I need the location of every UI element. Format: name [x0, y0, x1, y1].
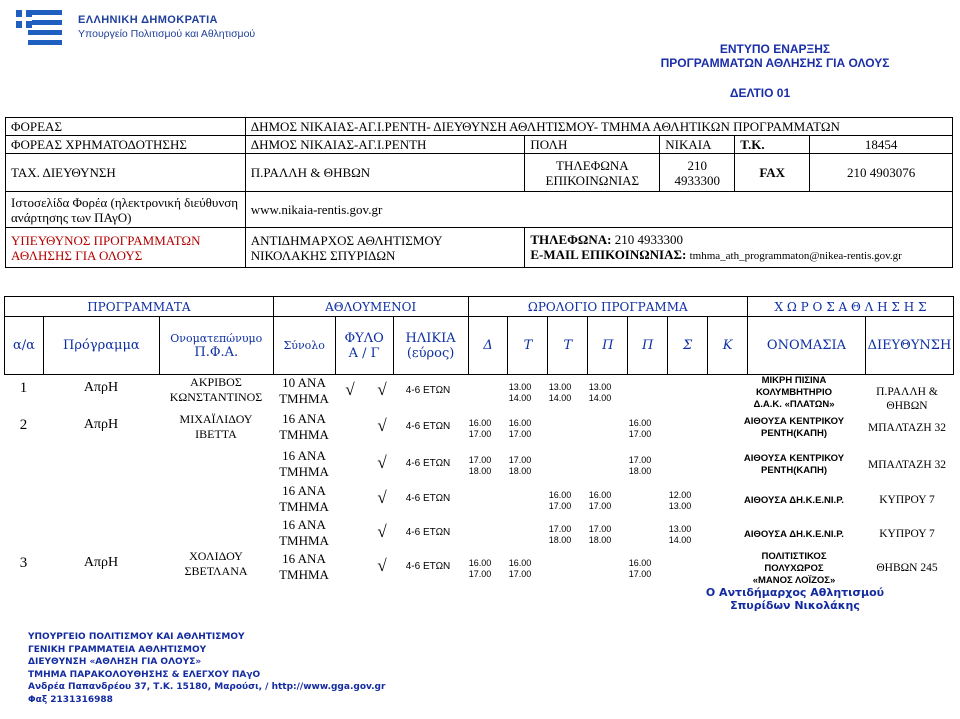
- teacher-3-name-line-1: ΧΟΛΙΔΟΥ: [189, 549, 243, 563]
- organization-info-table: [5, 117, 953, 268]
- row-3-day-2-time: [500, 455, 540, 477]
- row-6-female-check-icon: √: [377, 556, 387, 575]
- signature-note: [680, 586, 910, 612]
- row-5-day-4-start: 17.00: [588, 524, 612, 534]
- row-5-day-3-end: 18.00: [548, 535, 572, 545]
- fax-value: 210 4903076: [810, 154, 953, 192]
- row-4-day-4-end: 17.00: [588, 501, 612, 511]
- footer-address: [28, 631, 385, 706]
- row-5-venue-line-1: ΑΙΘΟΥΣΑ ΔΗ.Κ.Ε.ΝΙ.Ρ.: [744, 529, 844, 540]
- responsible-email-value[interactable]: tmhma_ath_programmaton@nikea-rentis.gov.gr: [689, 249, 902, 262]
- row-1-female-check-icon: √: [377, 380, 387, 399]
- row-5-day-3-start: 17.00: [548, 524, 572, 534]
- signature-line-2: Σπυρίδων Νικολάκης: [730, 599, 860, 612]
- col-onomasia: ΟΝΟΜΑΣΙΑ: [748, 317, 866, 375]
- row-4-female-check-icon: √: [377, 488, 387, 507]
- row-3-age: 4-6 ΕΤΩΝ: [405, 458, 451, 469]
- teacher-2-aa: 2: [19, 417, 28, 433]
- teacher-3-program: ΑπρΗ: [83, 555, 119, 570]
- responsible-email-label: E-MAIL ΕΠΙΚΟΙΝΩΝΙΑΣ:: [530, 246, 687, 262]
- row-5-total: 16 ΑΝΑ ΤΜΗΜΑ: [279, 517, 329, 548]
- row-4-day-3-start: 16.00: [548, 490, 572, 500]
- row-6-day-2-end: 17.00: [508, 569, 532, 579]
- xrimatodotisi-label: ΦΟΡΕΑΣ ΧΡΗΜΑΤΟΔΟΤΗΣΗΣ: [6, 136, 246, 154]
- foreas-value: ΔΗΜΟΣ ΝΙΚΑΙΑΣ-ΑΓ.Ι.ΡΕΝΤΗ- ΔΙΕΥΘΥΝΣΗ ΑΘΛΗΤΙΣΜΟΥ- ΤΜΗΜΑ ΑΘΛΗΤΙΚΩΝ ΠΡΟΓΡΑΜΜΑΤΩΝ: [245, 118, 952, 136]
- row-6-day-2-start: 16.00: [508, 558, 532, 568]
- row-5-venue-name: [729, 529, 859, 541]
- row-1-day-4-time: [580, 382, 620, 404]
- foreas-label: ΦΟΡΕΑΣ: [6, 118, 246, 136]
- teacher-2-program: ΑπρΗ: [83, 417, 119, 432]
- row-5-day-4-time: [580, 524, 620, 546]
- row-6-day-5-end: 17.00: [628, 569, 652, 579]
- row-4-day-4-time: [580, 490, 620, 512]
- col-name: [159, 317, 273, 375]
- responsible-tel-label: ΤΗΛΕΦΩΝΑ:: [530, 231, 612, 247]
- row-3-day-5-start: 17.00: [628, 455, 652, 465]
- row-4-day-4-start: 16.00: [588, 490, 612, 500]
- poli-value: ΝΙΚΑΙΑ: [660, 136, 735, 154]
- poli-label: ΠΟΛΗ: [525, 136, 660, 154]
- row-3-venue-line-2: ΡΕΝΤΗ(ΚΑΠΗ): [761, 465, 827, 476]
- footer-line-1: ΥΠΟΥΡΓΕΙΟ ΠΟΛΙΤΙΣΜΟΥ ΚΑΙ ΑΘΛΗΤΙΣΜΟΥ: [28, 632, 245, 642]
- row-2-venue-name: [729, 416, 859, 440]
- row-4-day-3-time: [540, 490, 580, 512]
- row-2-venue-line-1: ΑΙΘΟΥΣΑ ΚΕΝΤΡΙΚΟΥ: [743, 416, 845, 427]
- col-age: [393, 317, 468, 375]
- col-day-tue: Τ: [508, 317, 548, 375]
- row-5-day-4-end: 18.00: [588, 535, 612, 545]
- footer-line-4: ΤΜΗΜΑ ΠΑΡΑΚΟΛΟΥΘΗΣΗΣ & ΕΛΕΓΧΟΥ ΠΑγΟ: [28, 669, 261, 680]
- row-2-day-2-start: 16.00: [508, 418, 532, 428]
- teacher-3-aa: 3: [19, 555, 28, 571]
- row-4-day-6-end: 13.00: [668, 501, 692, 511]
- row-1-day-3-end: 14.00: [548, 393, 572, 403]
- group-programmes: ΠΡΟΓΡΑΜΜΑΤΑ: [5, 297, 274, 317]
- teacher-1-aa: 1: [19, 380, 28, 396]
- row-1-age: 4-6 ΕΤΩΝ: [405, 385, 451, 396]
- row-1-day-2-start: 13.00: [508, 382, 532, 392]
- row-4-day-3-end: 17.00: [548, 501, 572, 511]
- row-3-day-2-end: 18.00: [508, 466, 532, 476]
- row-6-day-2-time: [500, 558, 540, 580]
- col-total: Σύνολο: [273, 317, 335, 375]
- row-1-day-3-time: [540, 382, 580, 404]
- row-1-male-check-icon: √: [345, 380, 355, 399]
- row-5-day-6-time: [660, 524, 700, 546]
- teacher-2-name-line-1: ΜΙΧΑΪΛΙΔΟΥ: [179, 412, 253, 426]
- row-6-total: 16 ΑΝΑ ΤΜΗΜΑ: [279, 551, 329, 582]
- row-6-venue-address: ΘΗΒΩΝ 245: [876, 562, 938, 574]
- col-age-bottom: (εύρος): [406, 345, 455, 361]
- row-5-female-check-icon: √: [377, 522, 387, 541]
- col-day-mon: Δ: [468, 317, 508, 375]
- row-3-venue-address: ΜΠΑΛΤΑΖΗ 32: [867, 459, 947, 471]
- form-title-line-2: ΠΡΟΓΡΑΜΜΑΤΩΝ ΑΘΛΗΣΗΣ ΓΙΑ ΟΛΟΥΣ: [660, 56, 890, 70]
- row-2-day-5-end: 17.00: [628, 429, 652, 439]
- logo-line-1: ΕΛΛΗΝΙΚΗ ΔΗΜΟΚΡΑΤΙΑ: [78, 14, 218, 26]
- row-2-day-2-end: 17.00: [508, 429, 532, 439]
- programme-rows: [4, 373, 954, 597]
- row-4-day-6-start: 12.00: [668, 490, 692, 500]
- tk-label: Τ.Κ.: [735, 136, 810, 154]
- group-schedule: ΩΡΟΛΟΓΙΟ ΠΡΟΓΡΑΜΜΑ: [468, 297, 747, 317]
- row-1-venue-name: [729, 375, 859, 411]
- row-4-venue-name: [729, 495, 859, 507]
- ministry-logo: [8, 0, 366, 54]
- row-6-day-1-end: 17.00: [468, 569, 492, 579]
- teacher-3-name-line-2: ΣΒΕΤΛΑΝΑ: [184, 564, 248, 578]
- col-dieythynsi: ΔΙΕΥΘΥΝΣΗ: [865, 317, 953, 375]
- teacher-2-name: [159, 412, 273, 442]
- teacher-2-name-line-2: ΙΒΕΤΤΑ: [195, 427, 237, 441]
- row-2-day-5-time: [620, 418, 660, 440]
- teacher-1-program: ΑπρΗ: [83, 380, 119, 395]
- responsible-label: ΥΠΕΥΘΥΝΟΣ ΠΡΟΓΡΑΜΜΑΤΩΝ ΑΘΛΗΣΗΣ ΓΙΑ ΟΛΟΥΣ: [6, 228, 246, 268]
- row-3-day-2-start: 17.00: [508, 455, 532, 465]
- tax-label: ΤΑΧ. ΔΙΕΥΘΥΝΣΗ: [6, 154, 246, 192]
- tel-value: 210 4933300: [660, 154, 735, 192]
- row-1-day-2-end: 14.00: [508, 393, 532, 403]
- website-value[interactable]: www.nikaia-rentis.gov.gr: [245, 192, 952, 228]
- col-fylo-bottom: Α / Γ: [348, 345, 380, 361]
- footer-line-6: Φαξ 2131316988: [28, 694, 113, 705]
- row-1-venue-line-2: ΚΟΛΥΜΒΗΤΗΡΙΟ: [755, 387, 833, 398]
- col-day-thu: Π: [588, 317, 628, 375]
- row-2-day-1-end: 17.00: [468, 429, 492, 439]
- row-6-venue-line-3: «ΜΑΝΟΣ ΛΟΪΖΟΣ»: [752, 575, 836, 586]
- row-4-venue-address: ΚΥΠΡΟΥ 7: [879, 494, 935, 506]
- col-fylo-top: ΦΥΛΟ: [344, 330, 384, 346]
- col-fylo: [335, 317, 393, 375]
- row-6-day-5-time: [620, 558, 660, 580]
- col-program: Πρόγραμμα: [43, 317, 159, 375]
- row-5-day-3-time: [540, 524, 580, 546]
- programme-table: [4, 296, 954, 375]
- footer-line-3: ΔΙΕΥΘΥΝΣΗ «ΑΘΛΗΣΗ ΓΙΑ ΟΛΟΥΣ»: [28, 657, 202, 667]
- row-5-age: 4-6 ΕΤΩΝ: [405, 527, 451, 538]
- row-5-venue-address: ΚΥΠΡΟΥ 7: [879, 528, 935, 540]
- row-2-female-check-icon: √: [377, 416, 387, 435]
- row-1-venue-line-3: Δ.Α.Κ. «ΠΛΑΤΩΝ»: [753, 399, 835, 410]
- row-1-day-4-start: 13.00: [588, 382, 612, 392]
- row-2-venue-line-2: ΡΕΝΤΗ(ΚΑΠΗ): [761, 428, 827, 439]
- row-1-total: 10 ΑΝΑ ΤΜΗΜΑ: [279, 375, 329, 406]
- row-6-day-5-start: 16.00: [628, 558, 652, 568]
- row-2-day-1-time: [460, 418, 500, 440]
- col-day-fri: Π: [628, 317, 668, 375]
- row-1-venue-line-1: ΜΙΚΡΗ ΠΙΣΙΝΑ: [761, 375, 827, 386]
- col-aa: α/α: [5, 317, 44, 375]
- row-4-day-6-time: [660, 490, 700, 512]
- row-1-day-2-time: [500, 382, 540, 404]
- col-day-sat: Σ: [668, 317, 708, 375]
- row-6-day-1-start: 16.00: [468, 558, 492, 568]
- logo-line-2: Υπουργείο Πολιτισμού και Αθλητισμού: [78, 28, 256, 40]
- row-4-total: 16 ΑΝΑ ΤΜΗΜΑ: [279, 483, 329, 514]
- teacher-1-name-line-1: ΑΚΡΙΒΟΣ: [190, 375, 242, 389]
- col-day-sun: Κ: [708, 317, 748, 375]
- row-3-day-1-end: 18.00: [468, 466, 492, 476]
- xrimatodotisi-value: ΔΗΜΟΣ ΝΙΚΑΙΑΣ-ΑΓ.Ι.ΡΕΝΤΗ: [245, 136, 525, 154]
- row-3-female-check-icon: √: [377, 453, 387, 472]
- row-6-age: 4-6 ΕΤΩΝ: [405, 561, 451, 572]
- group-venue: Χ Ω Ρ Ο Σ Α Θ Λ Η Σ Η Σ: [748, 297, 954, 317]
- deltio-label: ΔΕΛΤΙΟ 01: [729, 86, 791, 100]
- fax-label: FAX: [735, 154, 810, 192]
- form-title: [640, 42, 910, 70]
- teacher-3-name: [159, 549, 273, 579]
- row-2-total: 16 ΑΝΑ ΤΜΗΜΑ: [279, 411, 329, 442]
- col-age-top: ΗΛΙΚΙΑ: [405, 330, 456, 346]
- row-3-day-5-end: 18.00: [628, 466, 652, 476]
- row-3-day-1-start: 17.00: [468, 455, 492, 465]
- row-3-venue-name: [729, 453, 859, 477]
- tk-value: 18454: [810, 136, 953, 154]
- row-4-venue-line-1: ΑΙΘΟΥΣΑ ΔΗ.Κ.Ε.ΝΙ.Ρ.: [744, 495, 844, 506]
- row-2-day-1-start: 16.00: [468, 418, 492, 428]
- row-4-age: 4-6 ΕΤΩΝ: [405, 493, 451, 504]
- form-title-line-1: ΕΝΤΥΠΟ ΕΝΑΡΞΗΣ: [719, 42, 831, 56]
- row-1-day-3-start: 13.00: [548, 382, 572, 392]
- row-6-venue-line-2: ΠΟΛΥΧΩΡΟΣ: [764, 563, 824, 574]
- row-1-venue-address: Π.ΡΑΛΛΗ & ΘΗΒΩΝ: [876, 386, 938, 412]
- tel-label: ΤΗΛΕΦΩΝΑ ΕΠΙΚΟΙΝΩΝΙΑΣ: [525, 154, 660, 192]
- responsible-title: ΑΝΤΙΔΗΜΑΡΧΟΣ ΑΘΛΗΤΙΣΜΟΥ: [250, 232, 443, 248]
- row-6-venue-name: [729, 551, 859, 587]
- row-3-venue-line-1: ΑΙΘΟΥΣΑ ΚΕΝΤΡΙΚΟΥ: [743, 453, 845, 464]
- responsible-name: ΝΙΚΟΛΑΚΗΣ ΣΠΥΡΙΔΩΝ: [250, 247, 396, 263]
- row-3-total: 16 ΑΝΑ ΤΜΗΜΑ: [279, 448, 329, 479]
- row-2-venue-address: ΜΠΑΛΤΑΖΗ 32: [867, 422, 947, 434]
- responsible-tel-value: 210 4933300: [614, 231, 683, 247]
- row-5-day-6-end: 14.00: [668, 535, 692, 545]
- row-3-day-5-time: [620, 455, 660, 477]
- teacher-1-name-line-2: ΚΩΝΣΤΑΝΤΙΝΟΣ: [169, 390, 263, 404]
- row-2-age: 4-6 ΕΤΩΝ: [405, 421, 451, 432]
- col-name-top: Ονοματεπώνυμο: [170, 331, 263, 345]
- row-5-day-6-start: 13.00: [668, 524, 692, 534]
- row-2-day-2-time: [500, 418, 540, 440]
- row-6-day-1-time: [460, 558, 500, 580]
- col-day-wed: Τ: [548, 317, 588, 375]
- row-3-day-1-time: [460, 455, 500, 477]
- row-2-day-5-start: 16.00: [628, 418, 652, 428]
- row-6-venue-line-1: ΠΟΛΙΤΙΣΤΙΚΟΣ: [761, 551, 827, 562]
- footer-line-5: Ανδρέα Παπανδρέου 37, Τ.Κ. 15180, Μαρούσι, / http://www.gga.gov.gr: [28, 682, 386, 692]
- group-athletes: ΑΘΛΟΥΜΕΝΟΙ: [273, 297, 468, 317]
- website-label: Ιστοσελίδα Φορέα (ηλεκτρονική διεύθυνση ανάρτησης των ΠΑγΟ): [6, 192, 246, 228]
- teacher-1-name: [159, 375, 273, 405]
- signature-line-1: Ο Αντιδήμαρχος Αθλητισμού: [705, 586, 885, 599]
- row-1-day-4-end: 14.00: [588, 393, 612, 403]
- footer-line-2: ΓΕΝΙΚΗ ΓΡΑΜΜΑΤΕΙΑ ΑΘΛΗΤΙΣΜΟΥ: [28, 644, 207, 655]
- tax-value: Π.ΡΑΛΛΗ & ΘΗΒΩΝ: [245, 154, 525, 192]
- col-name-bottom: Π.Φ.Α.: [194, 344, 239, 360]
